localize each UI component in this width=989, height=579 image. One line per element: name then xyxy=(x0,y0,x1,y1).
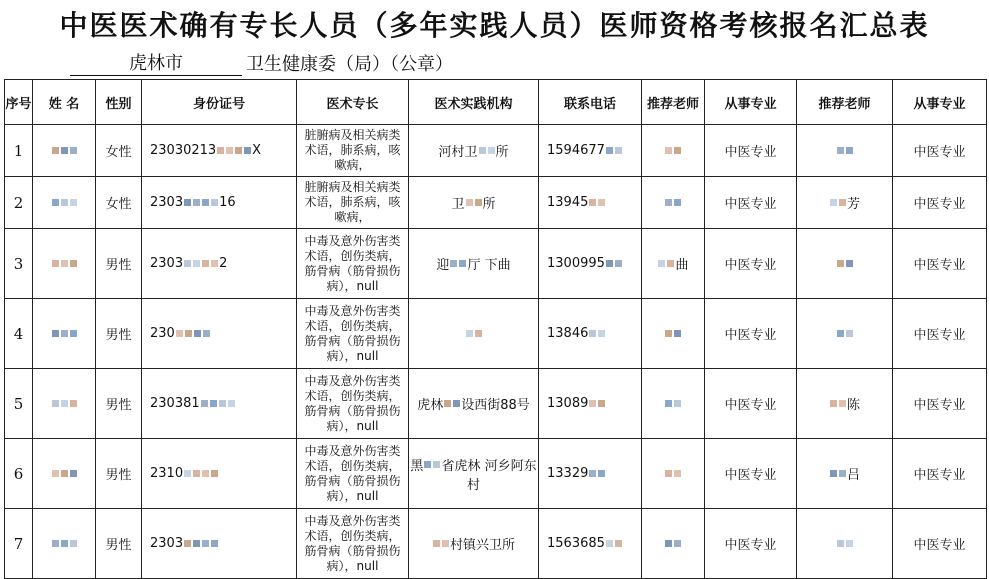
major-2-cell: 中医专业 xyxy=(893,229,987,299)
redaction-mosaic xyxy=(449,256,467,271)
table-row xyxy=(5,439,987,509)
id-cell xyxy=(142,369,297,439)
header-teacher-1: 推荐老师 xyxy=(642,80,705,125)
teacher-1-cell xyxy=(642,177,705,229)
table-row xyxy=(5,229,987,299)
id-visible-tail: X xyxy=(252,143,262,158)
institution-visible-part: 卫 xyxy=(451,197,465,212)
redaction-mosaic xyxy=(836,256,854,271)
teacher-2-cell xyxy=(797,439,893,509)
redaction-mosaic xyxy=(51,195,78,210)
registration-table xyxy=(4,79,987,579)
major-1-cell: 中医专业 xyxy=(705,177,797,229)
redaction-mosaic xyxy=(588,195,606,210)
redaction-mosaic xyxy=(664,536,682,551)
header-teacher-2: 推荐老师 xyxy=(797,80,893,125)
redaction-mosaic xyxy=(605,536,623,551)
redaction-mosaic xyxy=(200,396,236,411)
redaction-mosaic xyxy=(664,143,682,158)
redaction-mosaic xyxy=(664,326,682,341)
teacher-2-cell xyxy=(797,177,893,229)
phone-visible-part: 1563685 xyxy=(547,536,605,551)
gender-cell: 女性 xyxy=(96,177,142,229)
gender-cell: 男性 xyxy=(96,369,142,439)
redaction-mosaic xyxy=(51,396,78,411)
gender-cell: 男性 xyxy=(96,299,142,369)
teacher-2-cell xyxy=(797,125,893,177)
name-cell xyxy=(33,299,96,369)
institution-cell xyxy=(409,229,539,299)
redaction-mosaic xyxy=(836,536,854,551)
header-phone: 联系电话 xyxy=(539,80,642,125)
id-cell xyxy=(142,177,297,229)
specialty-cell: 中毒及意外伤害类术语，创伤类病，筋骨病（筋骨损伤病），null xyxy=(297,299,409,369)
phone-visible-part: 13089 xyxy=(547,396,589,411)
redaction-mosaic xyxy=(51,143,78,158)
institution-visible-tail: 所 xyxy=(482,197,496,212)
redaction-mosaic xyxy=(588,466,606,481)
id-cell xyxy=(142,439,297,509)
teacher-2-cell xyxy=(797,369,893,439)
phone-cell xyxy=(539,299,642,369)
major-2-cell: 中医专业 xyxy=(893,369,987,439)
header-name: 姓 名 xyxy=(33,80,96,125)
institution-visible-tail: 厅 下曲 xyxy=(467,258,511,273)
institution-cell xyxy=(409,369,539,439)
row-number: 5 xyxy=(5,369,33,439)
table-row xyxy=(5,369,987,439)
teacher-2-cell xyxy=(797,509,893,579)
id-cell xyxy=(142,229,297,299)
id-visible-part: 2310 xyxy=(150,466,184,481)
id-cell xyxy=(142,125,297,177)
row-number: 2 xyxy=(5,177,33,229)
redaction-mosaic xyxy=(432,536,450,551)
gender-cell: 男性 xyxy=(96,229,142,299)
redaction-mosaic xyxy=(423,457,441,472)
name-cell xyxy=(33,369,96,439)
name-cell xyxy=(33,439,96,509)
redaction-mosaic xyxy=(605,143,623,158)
redaction-mosaic xyxy=(829,195,847,210)
redaction-mosaic xyxy=(216,143,252,158)
id-visible-part: 2303 xyxy=(150,256,184,271)
issuing-agency-line xyxy=(70,50,453,76)
teacher-2-cell xyxy=(797,229,893,299)
redaction-mosaic xyxy=(183,195,219,210)
redaction-mosaic xyxy=(836,143,854,158)
teacher-2-visible: 芳 xyxy=(846,197,860,212)
institution-visible-part: 迎 xyxy=(436,258,450,273)
phone-visible-part: 1300995 xyxy=(547,256,605,271)
institution-visible-tail: 省虎林 河乡阿东村 xyxy=(441,458,537,493)
major-1-cell: 中医专业 xyxy=(705,299,797,369)
id-cell xyxy=(142,299,297,369)
table-row xyxy=(5,177,987,229)
phone-cell xyxy=(539,369,642,439)
id-visible-tail: 2 xyxy=(219,256,228,271)
redaction-mosaic xyxy=(51,256,78,271)
institution-visible-tail: 设西街88号 xyxy=(461,398,530,413)
redaction-mosaic xyxy=(51,466,78,481)
major-2-cell: 中医专业 xyxy=(893,299,987,369)
teacher-2-visible: 陈 xyxy=(846,398,860,413)
redaction-mosaic xyxy=(183,466,219,481)
name-cell xyxy=(33,177,96,229)
id-cell xyxy=(142,509,297,579)
specialty-cell: 中毒及意外伤害类术语，创伤类病，筋骨病（筋骨损伤病），null xyxy=(297,439,409,509)
id-visible-tail: 16 xyxy=(219,195,236,210)
redaction-mosaic xyxy=(478,143,496,158)
specialty-cell: 中毒及意外伤害类术语，创伤类病，筋骨病（筋骨损伤病），null xyxy=(297,369,409,439)
header-major-2: 从事专业 xyxy=(893,80,987,125)
teacher-1-cell xyxy=(642,369,705,439)
redaction-mosaic xyxy=(836,326,854,341)
teacher-1-cell xyxy=(642,229,705,299)
institution-cell xyxy=(409,177,539,229)
gender-cell: 男性 xyxy=(96,439,142,509)
name-cell xyxy=(33,509,96,579)
specialty-cell: 脏腑病及相关病类术语，肺系病，咳嗽病， xyxy=(297,125,409,177)
row-number: 7 xyxy=(5,509,33,579)
name-cell xyxy=(33,229,96,299)
header-specialty: 医术专长 xyxy=(297,80,409,125)
phone-cell xyxy=(539,125,642,177)
institution-cell xyxy=(409,299,539,369)
redaction-mosaic xyxy=(657,256,675,271)
redaction-mosaic xyxy=(465,195,483,210)
header-major-1: 从事专业 xyxy=(705,80,797,125)
redaction-mosaic xyxy=(183,256,219,271)
redaction-mosaic xyxy=(605,256,623,271)
institution-visible-part: 河村卫 xyxy=(438,145,478,160)
name-cell xyxy=(33,125,96,177)
institution-visible-part: 虎林 xyxy=(417,398,444,413)
redaction-mosaic xyxy=(51,536,78,551)
id-visible-part: 2303 xyxy=(150,195,184,210)
teacher-2-visible: 吕 xyxy=(846,468,860,483)
header-gender: 性别 xyxy=(96,80,142,125)
redaction-mosaic xyxy=(829,396,847,411)
redaction-mosaic xyxy=(664,396,682,411)
redaction-mosaic xyxy=(588,396,606,411)
phone-cell xyxy=(539,439,642,509)
row-number: 3 xyxy=(5,229,33,299)
redaction-mosaic xyxy=(183,536,219,551)
major-2-cell: 中医专业 xyxy=(893,439,987,509)
major-2-cell: 中医专业 xyxy=(893,125,987,177)
header-institution: 医术实践机构 xyxy=(409,80,539,125)
table-row xyxy=(5,509,987,579)
header-row xyxy=(5,80,987,125)
institution-cell xyxy=(409,439,539,509)
redaction-mosaic xyxy=(443,396,461,411)
institution-visible-tail: 村镇兴卫所 xyxy=(449,538,515,553)
major-1-cell: 中医专业 xyxy=(705,229,797,299)
teacher-1-cell xyxy=(642,509,705,579)
row-number: 4 xyxy=(5,299,33,369)
header-id: 身份证号 xyxy=(142,80,297,125)
major-1-cell: 中医专业 xyxy=(705,509,797,579)
gender-cell: 女性 xyxy=(96,125,142,177)
agency-label: 卫生健康委（局）（公章） xyxy=(246,54,453,75)
table-row xyxy=(5,125,987,177)
redaction-mosaic xyxy=(175,326,211,341)
specialty-cell: 中毒及意外伤害类术语，创伤类病，筋骨病（筋骨损伤病），null xyxy=(297,509,409,579)
major-1-cell: 中医专业 xyxy=(705,369,797,439)
major-1-cell: 中医专业 xyxy=(705,439,797,509)
teacher-1-cell xyxy=(642,125,705,177)
redaction-mosaic xyxy=(588,326,606,341)
phone-visible-part: 13329 xyxy=(547,466,589,481)
phone-cell xyxy=(539,229,642,299)
header-no: 序号 xyxy=(5,80,33,125)
teacher-1-cell xyxy=(642,299,705,369)
phone-cell xyxy=(539,177,642,229)
row-number: 1 xyxy=(5,125,33,177)
id-visible-part: 230 xyxy=(150,326,175,341)
major-1-cell: 中医专业 xyxy=(705,125,797,177)
redaction-mosaic xyxy=(51,326,78,341)
redaction-mosaic xyxy=(664,466,682,481)
institution-cell xyxy=(409,509,539,579)
id-visible-part: 2303 xyxy=(150,536,184,551)
redaction-mosaic xyxy=(829,466,847,481)
city-field: 虎林市 xyxy=(70,49,242,76)
phone-cell xyxy=(539,509,642,579)
id-visible-part: 23030213 xyxy=(150,143,217,158)
specialty-cell: 脏腑病及相关病类术语，肺系病，咳嗽病， xyxy=(297,177,409,229)
teacher-2-cell xyxy=(797,299,893,369)
form-title: 中医医术确有专长人员（多年实践人员）医师资格考核报名汇总表 xyxy=(59,9,930,42)
row-number: 6 xyxy=(5,439,33,509)
institution-visible-tail: 所 xyxy=(495,145,509,160)
specialty-cell: 中毒及意外伤害类术语，创伤类病，筋骨病（筋骨损伤病），null xyxy=(297,229,409,299)
major-2-cell: 中医专业 xyxy=(893,509,987,579)
redaction-mosaic xyxy=(664,195,682,210)
teacher-1-cell xyxy=(642,439,705,509)
phone-visible-part: 13945 xyxy=(547,195,589,210)
table-row xyxy=(5,299,987,369)
redaction-mosaic xyxy=(465,326,483,341)
phone-visible-part: 1594677 xyxy=(547,143,605,158)
institution-visible-part: 黑 xyxy=(410,458,424,474)
gender-cell: 男性 xyxy=(96,509,142,579)
teacher-1-visible: 曲 xyxy=(675,258,689,273)
id-visible-part: 230381 xyxy=(150,396,200,411)
major-2-cell: 中医专业 xyxy=(893,177,987,229)
phone-visible-part: 13846 xyxy=(547,326,589,341)
institution-cell xyxy=(409,125,539,177)
